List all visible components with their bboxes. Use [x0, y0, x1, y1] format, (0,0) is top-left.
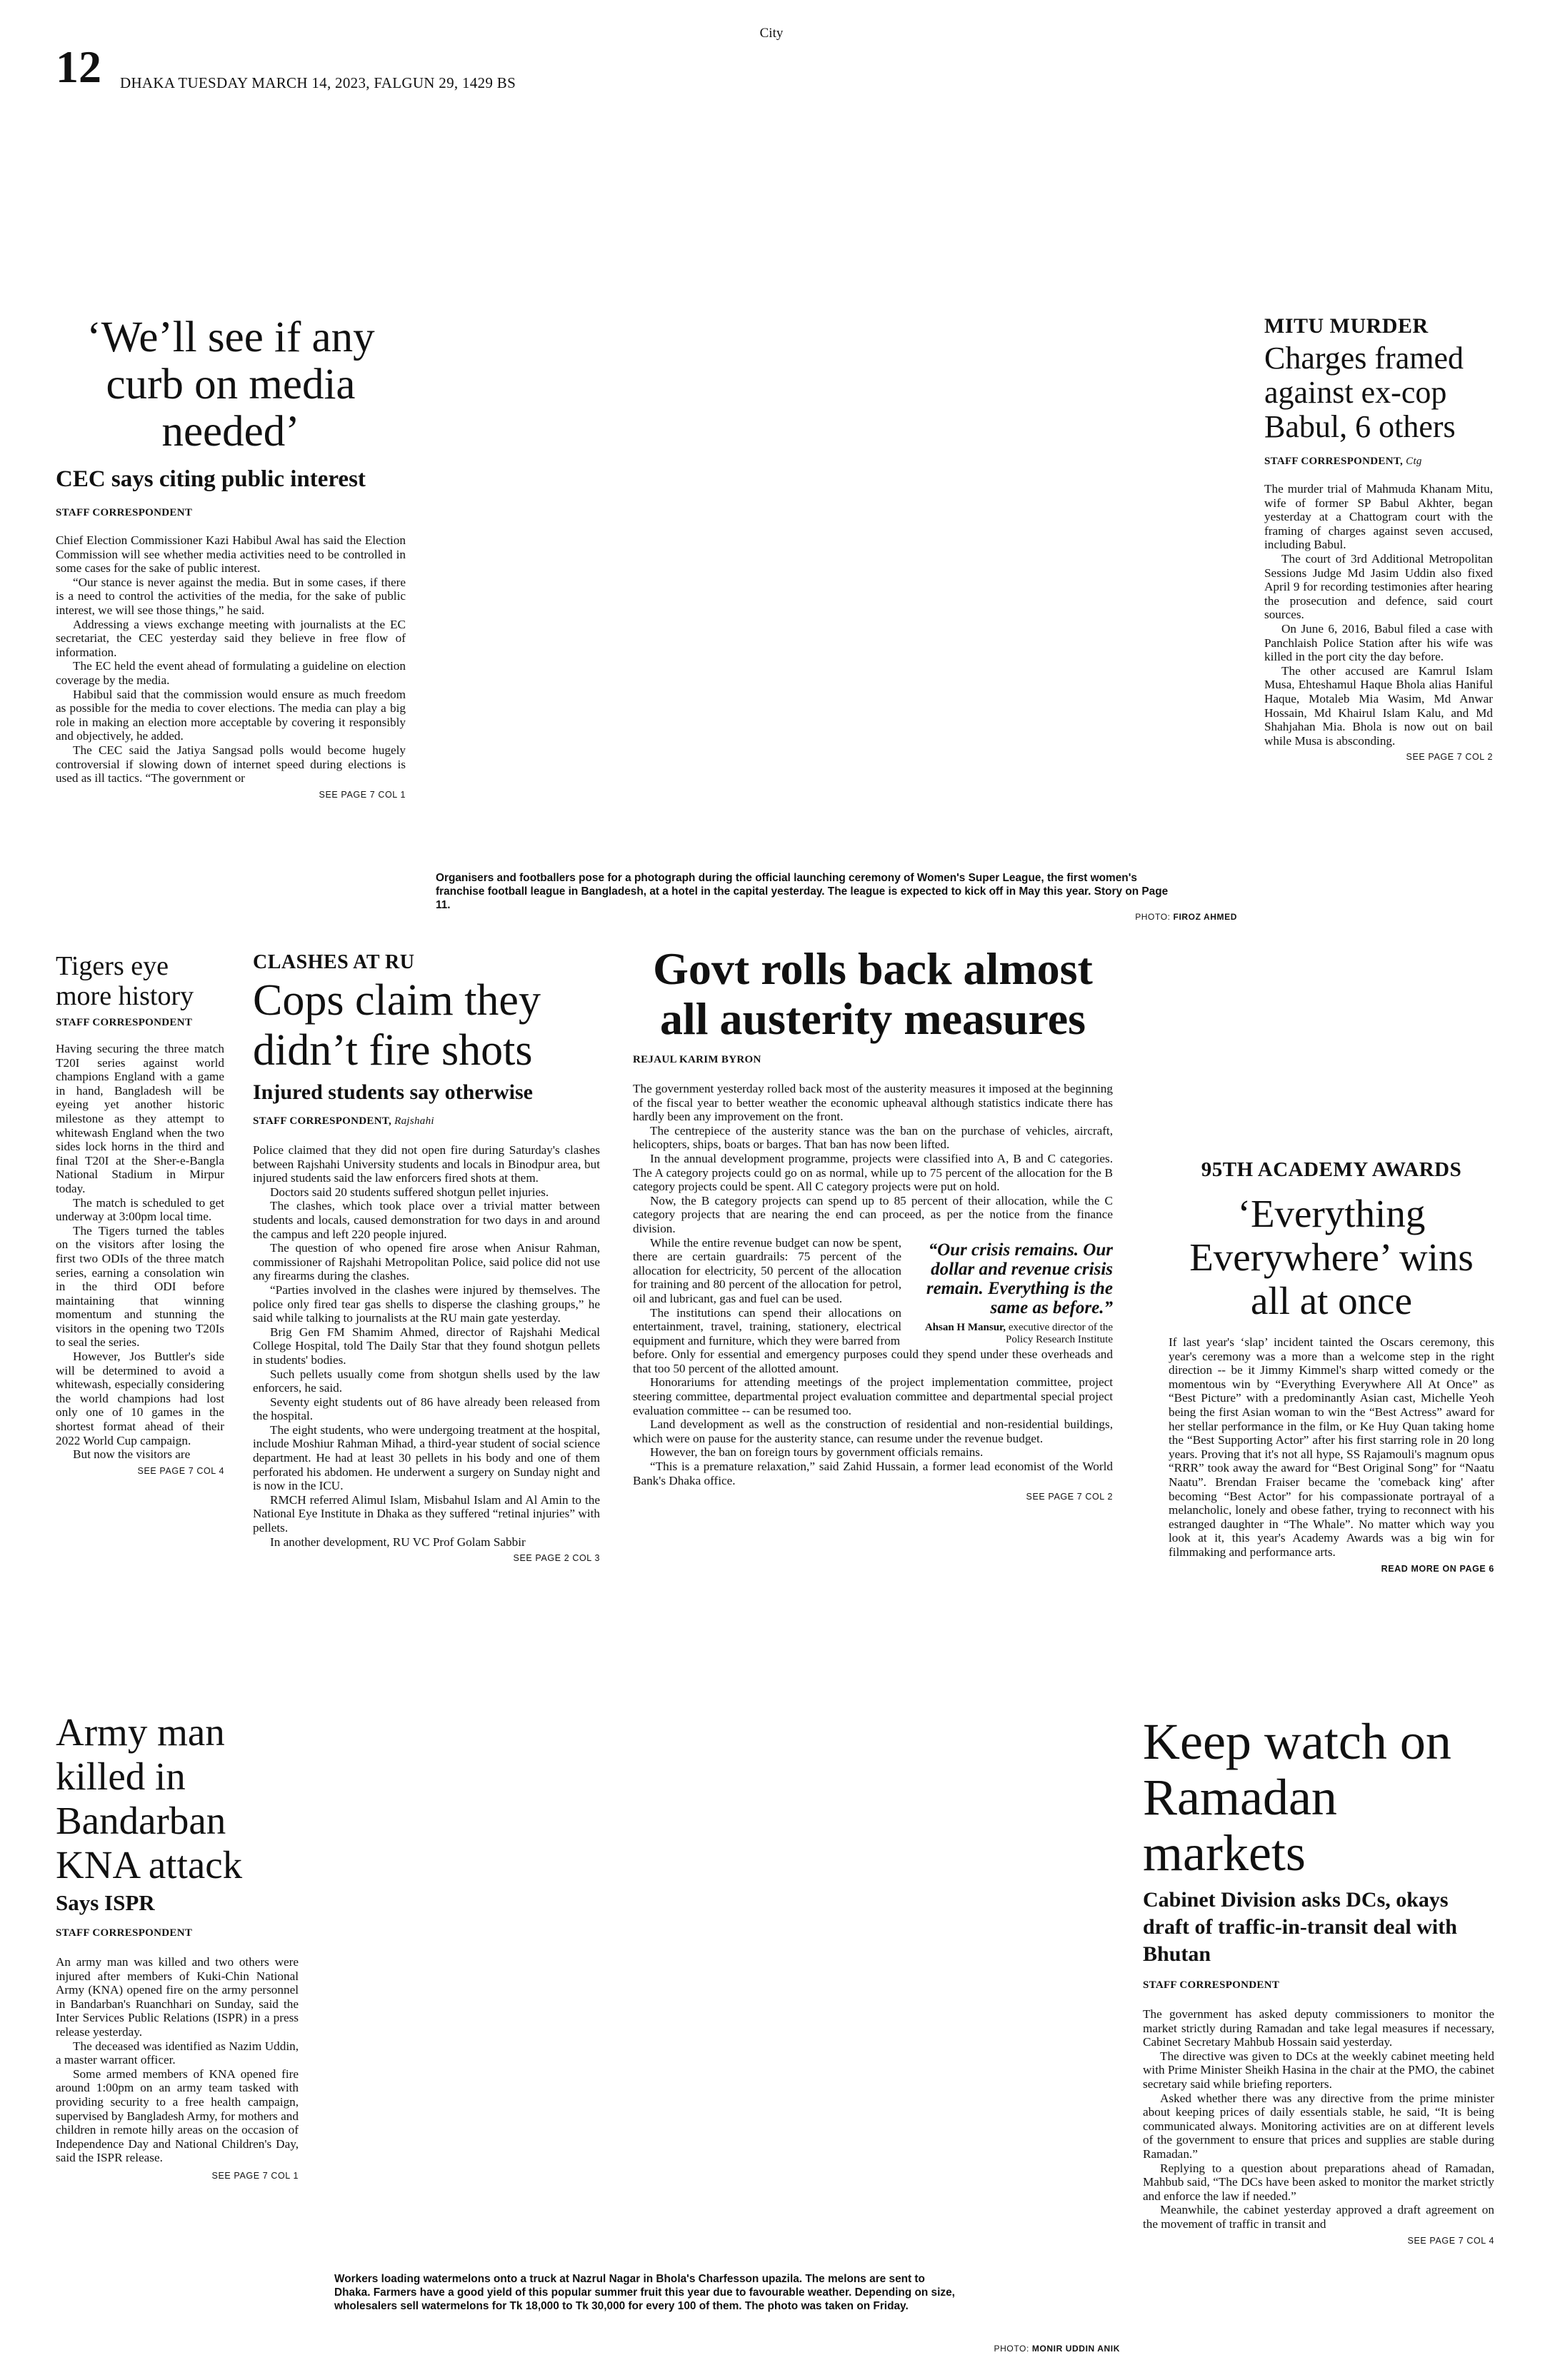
paragraph: The directive was given to DCs at the weekly cabinet meeting held with Prime Minister Sheikh Hasina in the chair at the PMO, the cabinet secretary said while briefing reporters. [1143, 2049, 1494, 2091]
paragraph: While the entire revenue budget can now be spent, there are certain guardrails: 75 percent of the allocation for electricity, 50 percent of the allocation for training and 80 percent of the allocation for petrol, oil and lubricant, gas and fuel can be used. [633, 1235, 901, 1305]
paragraph: Such pellets usually come from shotgun shells used by the law enforcers, he said. [253, 1367, 600, 1395]
jump-link[interactable]: SEE PAGE 7 COL 2 [1406, 752, 1493, 763]
cec-story [56, 314, 406, 800]
subhead: Injured students say otherwise [253, 1080, 533, 1104]
article-body-narrow [633, 1236, 901, 1348]
paragraph: Now, the B category projects can spend up to 85 percent of their allocation, while the C category projects that are nearing the end can proceed, as per the notice from the finance division. [633, 1193, 1113, 1235]
byline: STAFF CORRESPONDENT [56, 1927, 193, 1939]
paragraph: Meanwhile, the cabinet yesterday approved a draft agreement on the movement of traffic in transit and [1143, 2203, 1494, 2231]
paragraph: Brig Gen FM Shamim Ahmed, director of Rajshahi Medical College Hospital, told The Daily Star that they found shotgun pellets in students' bodies. [253, 1325, 600, 1367]
paragraph: If last year's ‘slap’ incident tainted the Oscars ceremony, this year's ceremony was a more than a welcome step in the right direction -- be it Jimmy Kimmel's sharp witted comedy or the momentous win by “Everything Everywhere All At Once” as “Best Picture” with a predominantly Asian cast, Michelle Yeoh being the first Asian woman to win the “Best Actress” award for her stellar performance in the film, or Ke Huy Quan taking home the “Best Supporting Actor” after his first starring role in 20 long years. Proving that it's not all hype, SS Rajamouli's magnum opus “RRR” took away the award for “Best Original Song” for “Naatu Naatu”. Brendan Fraiser became the 'comeback king' after becoming “Best Actor” for his compassionate portrayal of a melancholic, lonely and obese father, trying to reconnect with his estranged daughter in “The Whale”. No matter which way you look at it, this year's Academy Awards was a big win for filmmaking and performance arts. [1169, 1335, 1494, 1559]
credit-name: MONIR UDDIN ANIK [1031, 2344, 1120, 2354]
paragraph: The other accused are Kamrul Islam Musa, Ehteshamul Haque Bhola alias Haniful Haque, Motaleb Mia Wasim, Md Anwar Hossain, Md Khairul Islam Kalu, and Md Shahjahan Mia. Bhola is now out on bail while Musa is absconding. [1264, 663, 1493, 748]
jump-link[interactable]: SEE PAGE 2 COL 3 [513, 1553, 600, 1564]
headline: Keep watch on Ramadan markets [1143, 1713, 1451, 1882]
paragraph: The government has asked deputy commissioners to monitor the market strictly during Ramadan and take legal measures if necessary, Cabinet Secretary Mahbub Hossain said yesterday. [1143, 2007, 1494, 2049]
byline-name: STAFF CORRESPONDENT, [253, 1115, 392, 1127]
dateline: DHAKA TUESDAY MARCH 14, 2023, FALGUN 29, 1429 BS [120, 74, 516, 91]
ru-story [253, 951, 600, 1563]
quote-role: executive director of the Policy Research Institute [1006, 1321, 1113, 1345]
page-number: 12 [56, 41, 101, 92]
ramadan-story [1143, 1714, 1494, 2246]
jump-link[interactable]: SEE PAGE 7 COL 1 [211, 2170, 299, 2181]
paragraph: The CEC said the Jatiya Sangsad polls would become hugely controversial if slowing down of internet speed during elections is used as ill tactics. “The government or [56, 743, 406, 785]
jump-link[interactable]: SEE PAGE 7 COL 4 [1407, 2235, 1494, 2246]
headline: Army man killed in Bandarban KNA attack [56, 1710, 243, 1887]
photo-credit [1029, 912, 1237, 922]
paragraph: The court of 3rd Additional Metropolitan Sessions Judge Md Jasim Uddin also fixed April 9 for recording testimonies after hearing the prosecution and defence, said court sources. [1264, 551, 1493, 622]
article-body [56, 1955, 299, 2165]
paragraph: The eight students, who were undergoing treatment at the hospital, include Moshiur Rahman Mihad, a third-year student of social science department. He had at least 30 pellets in his body and one of them perforated his abdomen. He underwent a surgery on Sunday night and is now in the ICU. [253, 1422, 600, 1493]
jump-link[interactable]: SEE PAGE 7 COL 1 [319, 789, 406, 800]
oscars-story [1169, 1158, 1494, 1574]
paragraph: “This is a premature relaxation,” said Zahid Hussain, a former lead economist of the World Bank's Dhaka office. [633, 1460, 1113, 1487]
photo-caption: Workers loading watermelons onto a truck at Nazrul Nagar in Bhola's Charfesson upazila. The melons are sent to Dhaka. Farmers have a good yield of this popular summer fruit this year due to favourable weather. Depending on size, wholesalers sell watermelons for Tk 18,000 to Tk 30,000 for every 100 of them. The photo was taken on Friday. [334, 2273, 955, 2312]
quote-attribution [916, 1322, 1113, 1346]
paragraph: However, Jos Buttler's side will be determined to avoid a whitewash, especially considering the world champions had lost only one of 10 games in the shortest format ahead of their 2022 World Cup campaign. [56, 1350, 224, 1447]
jump-link[interactable]: SEE PAGE 7 COL 2 [1026, 1492, 1113, 1502]
article-body-bottom [633, 1347, 1113, 1487]
headline: Cops claim they didn’t fire shots [253, 976, 541, 1075]
paragraph: In another development, RU VC Prof Golam Sabbir [270, 1535, 526, 1549]
paragraph: Police claimed that they did not open fire during Saturday's clashes between Rajshahi University students and locals in Binodpur area, but injured students said the law enforcers fired shots at them. [253, 1143, 600, 1185]
headline: Govt rolls back almost all austerity measures [653, 943, 1093, 1044]
article-body [56, 1042, 224, 1462]
paragraph: “Parties involved in the clashes were injured by themselves. The police only fired tear gas shells to disperse the clashing groups,” he said while talking to journalists at the RU main gate yesterday. [253, 1282, 600, 1325]
paragraph: Seventy eight students out of 86 have already been released from the hospital. [253, 1395, 600, 1423]
credit-label: PHOTO: [1135, 912, 1171, 922]
headline: ‘Everything Everywhere’ wins all at once [1189, 1192, 1474, 1322]
headline: ‘We’ll see if any curb on media needed’ [86, 313, 375, 456]
paragraph: before. Only for essential and emergency purposes could they spend under these overheads and that too 50 percent of the allotted amount. [633, 1347, 1113, 1375]
paragraph: The centrepiece of the austerity stance was the ban on the purchase of vehicles, aircraft, helicopters, ships, boats or barges. That ban has now been lifted. [633, 1123, 1113, 1152]
jump-link[interactable]: READ MORE ON PAGE 6 [1381, 1563, 1494, 1574]
paragraph: Replying to a question about preparations ahead of Ramadan, Mahbub said, “The DCs have been asked to monitor the market strictly and enforce the law if needed.” [1143, 2161, 1494, 2203]
paragraph: Honorariums for attending meetings of the project implementation committee, project steering committee, departmental project evaluation committee and departmental special project evaluation committee -- can be resumed too. [633, 1375, 1113, 1417]
article-body [1143, 2007, 1494, 2231]
paragraph: On June 6, 2016, Babul filed a case with Panchlaish Police Station after his wife was killed in the port city the day before. [1264, 621, 1493, 664]
byline [253, 1115, 600, 1128]
photo-football-league [436, 314, 1237, 865]
quote-text: “Our crisis remains. Our dollar and revenue crisis remain. Everything is the same as before.” [926, 1240, 1113, 1317]
paragraph: The government yesterday rolled back most of the austerity measures it imposed at the beginning of the fiscal year to better weather the economic upheaval although statistics indicate there has hardly been any improvement on the front. [633, 1082, 1113, 1124]
byline: STAFF CORRESPONDENT [56, 1017, 193, 1028]
paragraph: The institutions can spend their allocations on entertainment, travel, training, stationery, electrical equipment and furniture, which they were barred from [633, 1305, 901, 1347]
paragraph: The murder trial of Mahmuda Khanam Mitu, wife of former SP Babul Akhter, began yesterday at a Chattogram court with the framing of charges against seven accused, including Babul. [1264, 482, 1493, 552]
byline-place: Rajshahi [394, 1115, 434, 1127]
paragraph: Having securing the three match T20I series against world champions England with a game in hand, Bangladesh will be eyeing yet another historic milestone as they attempt to whitewash England when the two sides lock horns in the third and final T20I at the Sher-e-Bangla National Stadium in Mirpur today. [56, 1042, 224, 1195]
quote-name: Ahsan H Mansur, [924, 1321, 1006, 1333]
subhead: CEC says citing public interest [56, 466, 366, 492]
paragraph: Some armed members of KNA opened fire around 1:00pm on an army team tasked with providing security to a free health campaign, supervised by Bangladesh Army, for mothers and children in remote hilly areas on the occasion of Independence Day and National Children's Day, said the ISPR release. [56, 2067, 299, 2165]
subhead: Cabinet Division asks DCs, okays draft of traffic-in-transit deal with Bhutan [1143, 1888, 1457, 1966]
mitu-story [1264, 314, 1493, 762]
paragraph: The EC held the event ahead of formulating a guideline on election coverage by the media. [56, 659, 406, 687]
subhead: Says ISPR [56, 1890, 155, 1915]
article-body [56, 533, 406, 785]
paragraph: But now the visitors are [73, 1447, 191, 1462]
paragraph: “Our stance is never against the media. But in some cases, if there is a need to control the activities of the media, for the sake of public interest, we will see those things,” he said. [56, 575, 406, 617]
byline-place: Ctg [1406, 456, 1422, 467]
paragraph: Doctors said 20 students suffered shotgun pellet injuries. [270, 1185, 549, 1199]
credit-name: FIROZ AHMED [1173, 912, 1237, 922]
jump-link[interactable]: SEE PAGE 7 COL 4 [137, 1465, 224, 1476]
byline: STAFF CORRESPONDENT [56, 507, 193, 518]
paragraph: Chief Election Commissioner Kazi Habibul Awal has said the Election Commission will see whether media activities need to be controlled in some cases for the sake of public interest. [56, 533, 406, 576]
article-body [1264, 482, 1493, 748]
article-body [633, 1082, 1113, 1236]
section-label: City [759, 26, 784, 41]
byline: STAFF CORRESPONDENT [1143, 1979, 1280, 1991]
kicker: CLASHES AT RU [253, 951, 415, 973]
tigers-story [56, 951, 224, 1476]
paragraph: An army man was killed and two others were injured after members of Kuki-Chin National Army (KNA) opened fire on the army personnel in Bandarban's Ruanchhari on Sunday, said the Inter Services Public Relations (ISPR) in a press release yesterday. [56, 1955, 299, 2039]
paragraph: The clashes, which took place over a trivial matter between students and locals, caused demonstration for two days in and around the campus and left 220 people injured. [253, 1199, 600, 1241]
paragraph: The Tigers turned the tables on the visitors after losing the first two ODIs of the three match series, earning a consolation win in the third ODI before maintaining that winning momentum and stunning the visitors in the opening two T20Is to seal the series. [56, 1223, 224, 1350]
paragraph: Asked whether there was any directive from the prime minister about keeping prices of daily essentials stable, he said, “It is being communicated always. Monitoring activities are on at different levels of the government to ensure that prices and supplies are stable during Ramadan.” [1143, 2091, 1494, 2161]
headline: Charges framed against ex-cop Babul, 6 others [1264, 341, 1464, 444]
army-story [56, 1710, 299, 2181]
byline [1264, 456, 1493, 468]
photo-watermelons [334, 1710, 1120, 2266]
paragraph: The question of who opened fire arose when Anisur Rahman, commissioner of Rajshahi Metropolitan Police, said police did not use any firearms during the clashes. [253, 1241, 600, 1283]
photo-caption: Organisers and footballers pose for a photograph during the official launching ceremony of Women's Super League, the first women's franchise football league in Bangladesh, at a hotel in the capital yesterday. The league is expected to kick off in May this year. Story on Page 11. [436, 872, 1169, 911]
paragraph: The match is scheduled to get underway at 3:00pm local time. [56, 1195, 224, 1224]
credit-label: PHOTO: [994, 2344, 1029, 2354]
kicker: 95TH ACADEMY AWARDS [1201, 1158, 1462, 1181]
mid-block [633, 1236, 1113, 1348]
paragraph: RMCH referred Alimul Islam, Misbahul Islam and Al Amin to the National Eye Institute in Dhaka as they suffered “retinal injuries” with pellets. [253, 1492, 600, 1535]
headline: Tigers eye more history [56, 951, 194, 1011]
article-body [253, 1143, 600, 1549]
photo-credit [926, 2344, 1120, 2354]
paragraph: The deceased was identified as Nazim Uddin, a master warrant officer. [56, 2039, 299, 2067]
paragraph: Addressing a views exchange meeting with journalists at the EC secretariat, the CEC yesterday said they believe in free flow of information. [56, 617, 406, 659]
paragraph: Land development as well as the construction of residential and non-residential buildings, which were on pause for the austerity stance, can resume under the revenue budget. [633, 1417, 1113, 1445]
byline: REJAUL KARIM BYRON [633, 1054, 761, 1065]
paragraph: In the annual development programme, projects were classified into A, B and C categories. The A category projects could go on as normal, while up to 75 percent of the allocation for the B category projects could be spent. All C category projects were put on hold. [633, 1151, 1113, 1194]
paragraph: However, the ban on foreign tours by government officials remains. [650, 1445, 984, 1460]
pull-quote [916, 1236, 1113, 1348]
govt-story [633, 944, 1113, 1502]
article-body [1169, 1335, 1494, 1560]
byline-name: STAFF CORRESPONDENT, [1264, 456, 1404, 467]
paragraph: Habibul said that the commission would ensure as much freedom as possible for the media to cover elections. The media can play a big role in making an election more acceptable by covering it responsibly and objectively, he added. [56, 687, 406, 743]
kicker: MITU MURDER [1264, 314, 1429, 338]
